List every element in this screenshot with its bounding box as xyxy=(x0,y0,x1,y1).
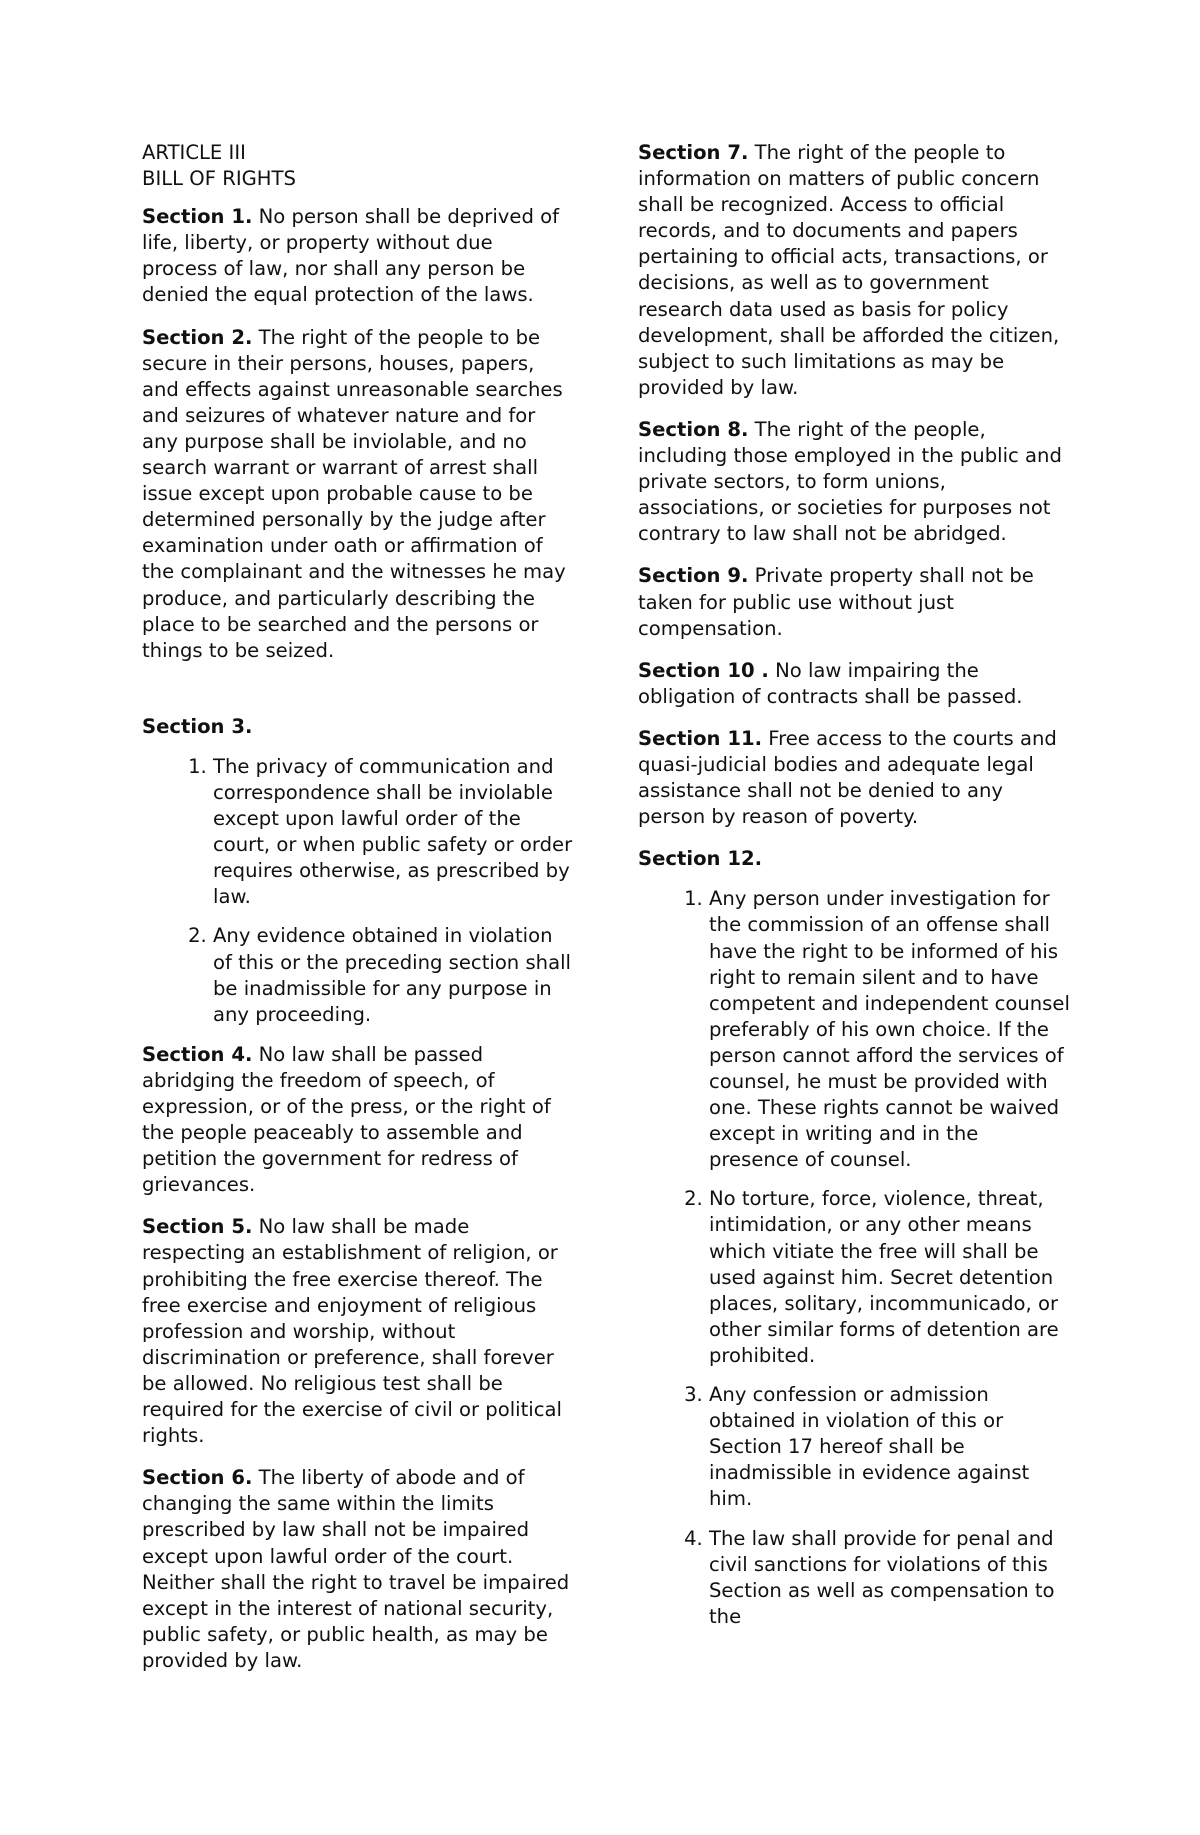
section-2-text: The right of the people to be secure in their persons, houses, papers, and effects against unreasonable searches and seizures of whatever nature and for any purpose shall be inviolable, and no search warrant or warrant of arrest shall issue except upon probable cause to be determined personally by the judge after examination under oath or affirmation of the complainant and the witnesses he may produce, and particularly describing the place to be searched and the persons or things to be seized. xyxy=(142,325,566,662)
right-column xyxy=(638,140,1070,1644)
section-1 xyxy=(142,204,574,308)
article-name: BILL OF RIGHTS xyxy=(142,167,296,191)
section-4-text: No law shall be passed abridging the freedom of speech, of expression, or of the press, or the right of the people peaceably to assemble and petition the government for redress of grievances. xyxy=(142,1042,551,1197)
section-1-text: No person shall be deprived of life, liberty, or property without due process of law, nor shall any person be denied the equal protection of the laws. xyxy=(142,205,559,307)
section-8 xyxy=(638,417,1070,547)
section-12-item-2: 2. No torture, force, violence, threat, intimidation, or any other means which vitiate the free will shall be used against him. Secret detention places, solitary, incommunicado, or other similar forms of detention are prohibited. xyxy=(709,1186,1070,1369)
section-9-text: Private property shall not be taken for public use without just compensation. xyxy=(638,564,1034,640)
section-5-text: No law shall be made respecting an establishment of religion, or prohibiting the free exercise thereof. The free exercise and enjoyment of religious profession and worship, without discrimination or preference, shall forever be allowed. No religious test shall be required for the exercise of civil or political rights. xyxy=(142,1215,562,1448)
left-column xyxy=(142,140,574,1690)
article-title xyxy=(142,140,574,192)
section-8-text: The right of the people, including those employed in the public and private sectors, to form unions, associations, or societies for purposes not contrary to law shall not be abridged. xyxy=(638,417,1062,546)
section-1-label: Section 1. xyxy=(142,205,253,229)
section-6-text: The liberty of abode and of changing the same within the limits prescribed by law shall not be impaired except upon lawful order of the court. Neither shall the right to travel be impaired except in the interest of national security, public safety, or public health, as may be provided by law. xyxy=(142,1466,570,1672)
section-2-label: Section 2. xyxy=(142,325,253,349)
spacer xyxy=(142,680,574,714)
section-4 xyxy=(142,1042,574,1199)
section-2 xyxy=(142,325,574,664)
section-12-list xyxy=(638,886,1070,1630)
section-10-label: Section 10 . xyxy=(638,658,769,682)
section-5-label: Section 5. xyxy=(142,1215,253,1239)
section-12-label: Section 12. xyxy=(638,847,763,871)
article-number: ARTICLE III xyxy=(142,141,246,164)
section-3-label: Section 3. xyxy=(142,714,253,738)
section-5 xyxy=(142,1214,574,1449)
section-10 xyxy=(638,658,1070,710)
section-12-item-1: 1. Any person under investigation for the commission of an offense shall have the right to be informed of his right to remain silent and to have competent and independent counsel preferably of his own choice. If the person cannot afford the services of counsel, he must be provided with one. These rights cannot be waived except in writing and in the presence of counsel. xyxy=(709,886,1070,1173)
section-6 xyxy=(142,1465,574,1674)
section-11-text: Free access to the courts and quasi-judicial bodies and adequate legal assistance shall not be denied to any person by reason of poverty. xyxy=(638,726,1057,829)
section-3-item-2: 2. Any evidence obtained in violation of this or the preceding section shall be inadmissible for any purpose in any proceeding. xyxy=(213,923,574,1027)
section-12-item-4: 4. The law shall provide for penal and civil sanctions for violations of this Section as well as compensation to the xyxy=(709,1526,1070,1630)
section-10-text: No law impairing the obligation of contracts shall be passed. xyxy=(638,658,1023,708)
section-11 xyxy=(638,726,1070,830)
section-7-text: The right of the people to information on matters of public concern shall be recognized. Access to official records, and to documents and papers pertaining to official acts, transactions, or decisions, as well as to government research data used as basis for policy development, shall be afforded the citizen, subject to such limitations as may be provided by law. xyxy=(638,141,1060,399)
section-9 xyxy=(638,563,1070,641)
section-7 xyxy=(638,140,1070,401)
section-4-label: Section 4. xyxy=(142,1042,253,1066)
section-3-item-1: 1. The privacy of communication and correspondence shall be inviolable except upon lawful order of the court, or when public safety or order requires otherwise, as prescribed by law. xyxy=(213,754,574,911)
section-9-label: Section 9. xyxy=(638,564,749,588)
section-8-label: Section 8. xyxy=(638,417,749,441)
section-6-label: Section 6. xyxy=(142,1466,253,1490)
section-3-list xyxy=(142,754,574,1028)
section-12-item-3: 3. Any confession or admission obtained in violation of this or Section 17 hereof shall be inadmissible in evidence against him. xyxy=(709,1382,1070,1512)
section-7-label: Section 7. xyxy=(638,141,749,164)
section-11-label: Section 11. xyxy=(638,726,763,750)
